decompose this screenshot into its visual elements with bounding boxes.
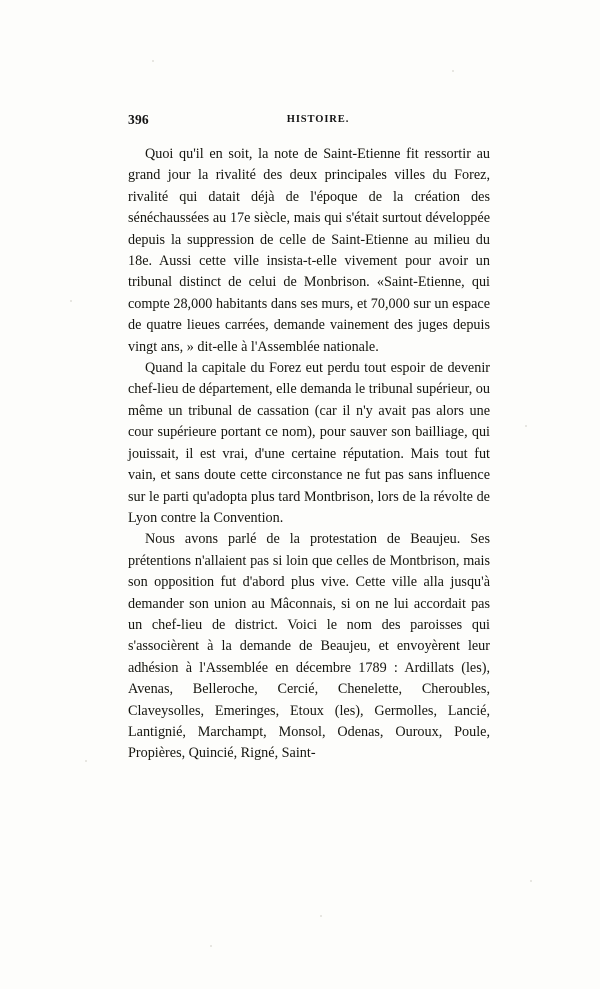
- page-text-block: [128, 112, 490, 765]
- paper-speckle: [320, 915, 322, 917]
- paper-speckle: [70, 300, 72, 302]
- running-head: HISTOIRE.: [286, 114, 350, 125]
- paper-speckle: [452, 70, 454, 72]
- body-paragraph: Quoi qu'il en soit, la note de Saint-Etienne fit ressortir au grand jour la rivalité des deux principales villes du Forez, rivalité qui datait déjà de l'époque de la création des sénéchaussées au 17e siècle, mais qui s'était surtout développée depuis la suppression de celle de Saint-Etienne au milieu du 18e. Aussi cette ville insista-t-elle vivement pour avoir un tribunal distinct de celui de Monbrison. «Saint-Etienne, qui compte 28,000 habitants dans ses murs, et 70,000 sur un espace de quatre lieues carrées, demande vainement des juges depuis vingt ans, » dit-elle à l'Assemblée nationale.: [128, 146, 490, 355]
- paper-speckle: [152, 60, 154, 62]
- paper-speckle: [525, 425, 527, 427]
- page-number: 396: [128, 112, 149, 127]
- paper-speckle: [85, 760, 87, 762]
- paper-speckle: [530, 880, 532, 882]
- body-paragraph: Quand la capitale du Forez eut perdu tout espoir de devenir chef-lieu de département, elle demanda le tribunal supérieur, ou même un tribunal de cassation (car il n'y avait pas alors une cour supérieure portant ce nom), pour sauver son bailliage, qui jouissait, il est vrai, d'une certaine réputation. Mais tout fut vain, et sans doute cette circonstance ne fut pas sans influence sur le parti qu'adopta plus tard Montbrison, lors de la révolte de Lyon contre la Convention.: [128, 360, 490, 526]
- body-paragraph: Nous avons parlé de la protestation de Beaujeu. Ses prétentions n'allaient pas si loin que celles de Montbrison, mais son opposition fut d'abord plus vive. Cette ville alla jusqu'à demander son union au Mâconnais, si on ne lui accordait pas un chef-lieu de district. Voici le nom des paroisses qui s'associèrent à la demande de Beaujeu, et envoyèrent leur adhésion à l'Assemblée en décembre 1789 : Ardillats (les), Avenas, Belleroche, Cercié, Chenelette, Cheroubles, Claveysolles, Emeringes, Etoux (les), Germolles, Lancié, Lantignié, Marchampt, Monsol, Odenas, Ouroux, Poule, Propières, Quincié, Rigné, Saint-: [128, 531, 490, 762]
- paper-speckle: [210, 945, 212, 947]
- page-header: [128, 112, 490, 132]
